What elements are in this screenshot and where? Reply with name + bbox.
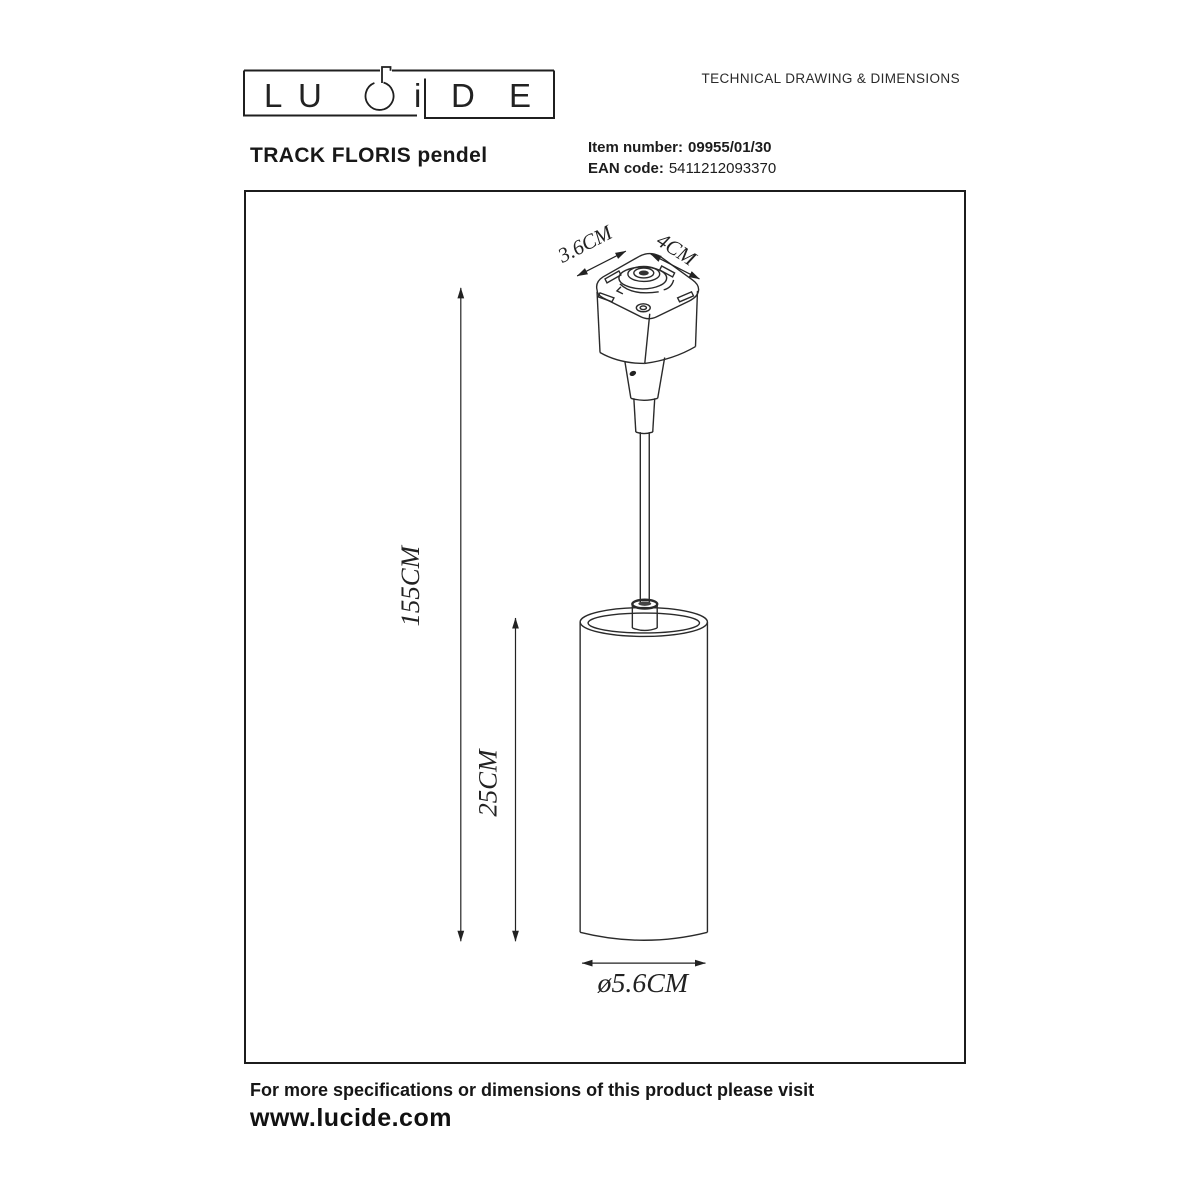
logo-letter-c (366, 83, 394, 110)
item-number-label: Item number: (588, 139, 684, 156)
item-number-line (588, 137, 776, 158)
dim-total-height (395, 288, 461, 941)
adapter-neck (625, 361, 631, 398)
logo-letter-l: L (264, 77, 283, 114)
dim-adapter-width (553, 219, 626, 276)
track-adapter (597, 254, 699, 434)
dim-shade-diameter (582, 963, 705, 999)
dim-shade-diameter-label: ø5.6CM (597, 967, 689, 999)
shade-connector (632, 600, 657, 631)
dim-adapter-width-label: 3.6CM (553, 220, 616, 268)
footer-website: www.lucide.com (250, 1104, 452, 1132)
dim-adapter-depth-label: 4CM (652, 227, 701, 271)
logo-letter-e: E (509, 77, 532, 114)
logo-box (244, 67, 554, 118)
ean-value: 5411212093370 (668, 160, 777, 177)
logo-letter-i: i (414, 77, 422, 114)
ean-label: EAN code: (588, 160, 664, 177)
logo-letter-d: D (451, 77, 475, 114)
footer-note: For more specifications or dimensions of this product please visit (250, 1080, 815, 1100)
dim-total-height-label: 155CM (395, 545, 426, 627)
lucide-logo (243, 66, 555, 130)
logo-letters (264, 77, 531, 114)
footer (250, 1080, 814, 1133)
adapter-knob (617, 267, 674, 294)
dim-shade-height-label: 25CM (472, 749, 503, 817)
technical-drawing (246, 192, 964, 1062)
ean-line (588, 158, 776, 179)
logo-letter-u: U (298, 77, 322, 114)
product-name: TRACK FLORIS pendel (250, 144, 488, 167)
dim-shade-height (473, 618, 516, 941)
suspension-cable (640, 432, 649, 603)
document-title: TECHNICAL DRAWING & DIMENSIONS (701, 71, 960, 86)
lamp-shade (580, 608, 707, 941)
neck-screw (629, 370, 637, 377)
item-number-value: 09955/01/30 (688, 139, 772, 156)
drawing-frame (244, 190, 966, 1064)
product-meta (588, 137, 776, 179)
